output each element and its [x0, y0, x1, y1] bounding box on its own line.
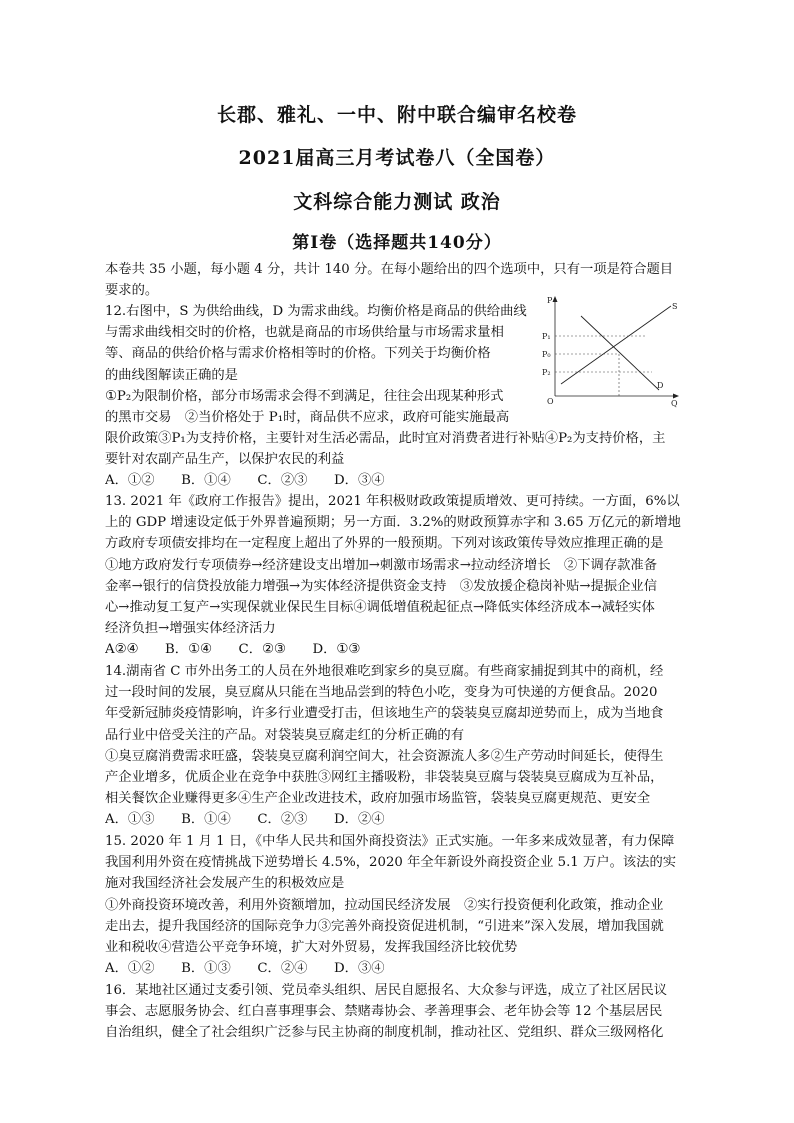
exam-subject: 文科综合能力测试 政治 — [293, 191, 501, 213]
question-line: ①地方政府发行专项债券→经济建设支出增加→刺激市场需求→拉动经济增长 ②下调存款准备 — [105, 557, 658, 573]
instruction-line: 要求的。 — [105, 283, 159, 299]
question-line: 经济负担→增强实体经济活力 — [105, 621, 276, 637]
question-line: 15. 2020 年 1 月 1 日，《中华人民共和国外商投资法》正式实施。一年多来成效显著，有力保障 — [105, 834, 675, 849]
question-line: 12.右图中，S 为供给曲线，D 为需求曲线。均衡价格是商品的供给曲线 — [105, 304, 527, 319]
p0-label: P₀ — [542, 350, 551, 359]
question-line: 上的 GDP 增速设定低于外界普遍预期；另一方面．3.2%的财政预算赤字和 3.65 万亿元的新增地 — [105, 515, 681, 531]
question-line: 年受新冠肺炎疫情影响，许多行业遭受打击，但该地生产的袋装臭豆腐却逆势而上，成为当地食 — [105, 706, 664, 722]
question-line: 限价政策③P₁为支持价格，主要针对生活必需品，此时宜对消费者进行补贴④P₂为支持价格，主 — [105, 431, 666, 446]
question-line: 的黑市交易 ②当价格处于 P₁时，商品供不应求，政府可能实施最高 — [105, 409, 510, 425]
question-line: 过一段时间的发展，臭豆腐从只能在当地品尝到的特色小吃，变身为可快递的方便食品。2020 — [105, 685, 658, 701]
answer-choices: A．①③ B．①④ C．②③ D．②④ — [105, 812, 385, 828]
question-line: 与需求曲线相交时的价格，也就是商品的市场供给量与市场需求量相 — [105, 325, 504, 341]
question-line: 14.湖南省 C 市外出务工的人员在外地很难吃到家乡的臭豆腐。有些商家捕捉到其中的商机，经 — [105, 664, 664, 679]
origin-label: O — [547, 397, 554, 406]
question-line: 走出去，提升我国经济的国际竞争力③完善外商投资促进机制，“引进来”深入发展，增加我国就 — [105, 918, 664, 934]
question-line: 16．某地社区通过支委引领、党员牵头组织、居民自愿报名、大众参与评选，成立了社区居民议 — [105, 983, 668, 998]
question-line: 要针对农副产品生产，以保护农民的利益 — [105, 452, 345, 468]
question-line: 自治组织，健全了社会组织广泛参与民主协商的制度机制，推动社区、党组织、群众三级网格化 — [105, 1025, 664, 1041]
question-line: 方政府专项债安排均在一定程度上超出了外界的一般预期。下列对该政策传导效应推理正确的是 — [105, 536, 664, 552]
question-line: 的曲线图解读正确的是 — [105, 367, 238, 383]
instruction-line: 本卷共 35 小题，每小题 4 分，共计 140 分。在每小题给出的四个选项中，只有一项是符合题目 — [105, 262, 674, 277]
question-line: 产企业增多，优质企业在竞争中获胜③网红主播吸粉，非袋装臭豆腐与袋装臭豆腐成为互补品， — [105, 769, 664, 785]
p1-label: P₁ — [542, 332, 551, 341]
demand-label: D — [657, 381, 664, 390]
exam-title: 2021届高三月考试卷八（全国卷） — [238, 147, 556, 169]
axis-x-label: Q — [671, 399, 678, 408]
question-line: 业和税收④营造公平竞争环境，扩大对外贸易，发挥我国经济比较优势 — [105, 939, 518, 955]
supply-demand-graph — [537, 292, 687, 410]
axis-y-label: P — [547, 296, 553, 305]
demand-curve — [581, 316, 659, 390]
question-line: 事会、志愿服务协会、红白喜事理事会、禁赌毒协会、孝善理事会、老年协会等 12 个基层居民 — [105, 1004, 663, 1020]
question-line: 13. 2021 年《政府工作报告》提出，2021 年积极财政政策提质增效、更可持续。一方面，6%以 — [105, 494, 680, 509]
question-line: 心→推动复工复产→实现保就业保民生目标④调低增值税起征点→降低实体经济成本→减轻实体 — [105, 599, 655, 615]
question-15 — [105, 831, 690, 979]
p2-label: P₂ — [542, 368, 551, 377]
y-axis-arrow — [553, 296, 558, 302]
question-line: ①P₂为限制价格，部分市场需求会得不到满足，往往会出现某种形式 — [105, 388, 504, 404]
exam-series-title: 长郡、雅礼、一中、附中联合编审名校卷 — [216, 104, 577, 126]
question-line: 我国利用外资在疫情挑战下逆势增长 4.5%，2020 年全年新设外商投资企业 5.1 万户。该法的实 — [105, 855, 677, 871]
question-line: 金率→银行的信贷投放能力增强→为实体经济提供资金支持 ③发放援企稳岗补贴→提振企业信 — [105, 578, 658, 594]
x-axis-arrow — [673, 394, 679, 399]
question-line: ①臭豆腐消费需求旺盛，袋装臭豆腐利润空间大，社会资源流人多②生产劳动时间延长，使得生 — [105, 748, 664, 764]
question-line: 品行业中倍受关注的产品。对袋装臭豆腐走红的分析正确的有 — [105, 727, 465, 743]
answer-choices: A②④ B．①④ C．②③ D．①③ — [105, 642, 361, 658]
question-line: 相关餐饮企业赚得更多④生产企业改进技术，政府加强市场监管，袋装臭豆腐更规范、更安全 — [105, 791, 651, 807]
question-13 — [105, 491, 690, 661]
question-line: 施对我国经济社会发展产生的积极效应是 — [105, 876, 345, 892]
question-line: 等、商品的供给价格与需求价格相等时的价格。下列关于均衡价格 — [105, 346, 491, 362]
question-line: ①外商投资环境改善，利用外资额增加，拉动国民经济发展 ②实行投资便利化政策，推动企业 — [105, 897, 664, 913]
answer-choices: A．①② B．①③ C．②④ D．③④ — [105, 961, 385, 977]
supply-label: S — [672, 302, 678, 311]
question-12-stem — [105, 301, 535, 428]
answer-choices: A．①② B．①④ C．②③ D．③④ — [105, 473, 385, 489]
question-12-options — [105, 428, 690, 492]
question-16 — [105, 980, 690, 1044]
section-title: 第Ⅰ卷（选择题共140分） — [292, 233, 502, 253]
question-14 — [105, 661, 690, 831]
